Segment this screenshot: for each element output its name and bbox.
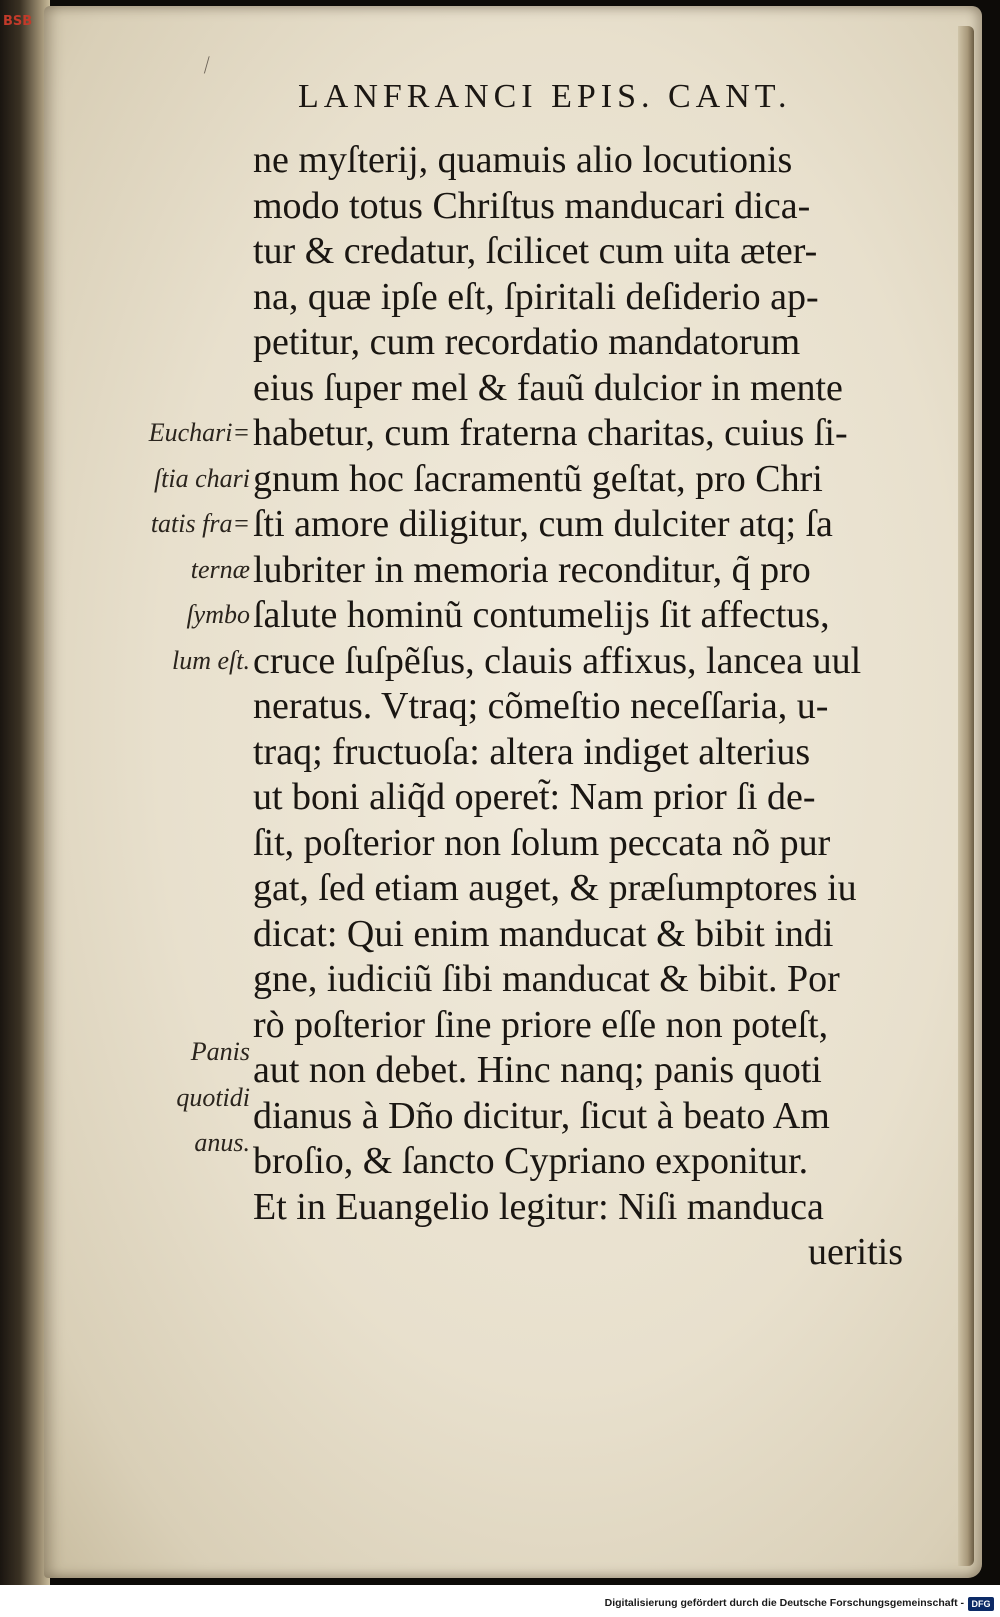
text-line: traq; fructuoſa: altera indiget alterius — [253, 730, 811, 773]
dfg-logo: DFG — [968, 1597, 994, 1611]
margin-note-line: anus. — [194, 1128, 250, 1157]
text-line: petitur, cum recordatio mandatorum — [253, 321, 801, 363]
text-line: gnum hoc ſacramentũ geſtat, pro Chri — [253, 457, 823, 500]
text-line: ne myſterij, quamuis alio locutionis — [253, 139, 793, 181]
text-line: ſti amore diligitur, cum dulciter atq; ſa — [253, 503, 833, 545]
text-line: dicat: Qui enim manducat & bibit indi — [253, 912, 834, 955]
book-spine — [0, 0, 50, 1585]
text-line: broſio, & ſancto Cypriano exponitur. — [253, 1140, 809, 1182]
text-line: na, quæ ipſe eſt, ſpiritali deſiderio ap- — [253, 275, 819, 318]
text-line: aut non debet. Hinc nanq; panis quoti — [253, 1049, 822, 1091]
text-line: tur & credatur, ſcilicet cum uita æter- — [253, 230, 818, 272]
margin-note-line: ſymbo — [186, 600, 250, 629]
text-line: gat, ſed etiam auget, & præſumptores iu — [253, 867, 857, 909]
text-line: rò poſterior ſine priore eſſe non poteſt, — [253, 1003, 829, 1046]
margin-note-eucharistia — [108, 410, 250, 683]
text-line: modo totus Chriſtus manducari dica- — [253, 184, 811, 227]
main-text-block — [253, 138, 903, 1276]
stray-pen-mark: ⁄ — [200, 52, 213, 77]
text-line: neratus. Vtraq; cõmeſtio neceſſaria, u- — [253, 685, 829, 727]
margin-note-line: ternæ — [190, 554, 250, 584]
funding-footer: Digitalisierung gefördert durch die Deutsche Forschungsgemeinschaft - — [604, 1597, 964, 1609]
margin-note-line: ſtia chari — [153, 463, 250, 493]
text-line: Et in Euangelio legitur: Niſi manduca — [253, 1185, 824, 1228]
text-line: cruce ſuſpẽſus, clauis affixus, lancea uul — [253, 639, 862, 682]
running-head: LANFRANCI EPIS. CANT. — [298, 78, 792, 115]
margin-note-line: Euchari= — [148, 418, 250, 447]
text-line: lubriter in memoria reconditur, q̃ pro — [253, 548, 811, 591]
page-edge — [958, 26, 974, 1566]
text-line: habetur, cum fraterna charitas, cuius ſi- — [253, 412, 848, 454]
text-line: dianus à Dño dicitur, ſicut à beato Am — [253, 1094, 830, 1137]
margin-note-panis — [108, 1029, 250, 1166]
text-line: ut boni aliq̃d operet̃: Nam prior ſi de- — [253, 776, 816, 818]
text-line: ſit, poſterior non ſolum peccata nõ pur — [253, 821, 831, 864]
text-line: gne, iudiciũ ſibi manducat & bibit. Por — [253, 958, 840, 1000]
text-line: ſalute hominũ contumelijs ſit affectus, — [253, 594, 830, 636]
margin-note-line: quotidi — [176, 1082, 250, 1112]
catchword: ueritis — [808, 1231, 903, 1273]
margin-note-line: Panis — [190, 1037, 250, 1066]
margin-note-line: tatis fra= — [150, 509, 250, 538]
library-stamp: BSB — [3, 14, 33, 29]
text-line: eius ſuper mel & fauũ dulcior in mente — [253, 366, 843, 409]
margin-note-line: lum eſt. — [172, 645, 250, 675]
